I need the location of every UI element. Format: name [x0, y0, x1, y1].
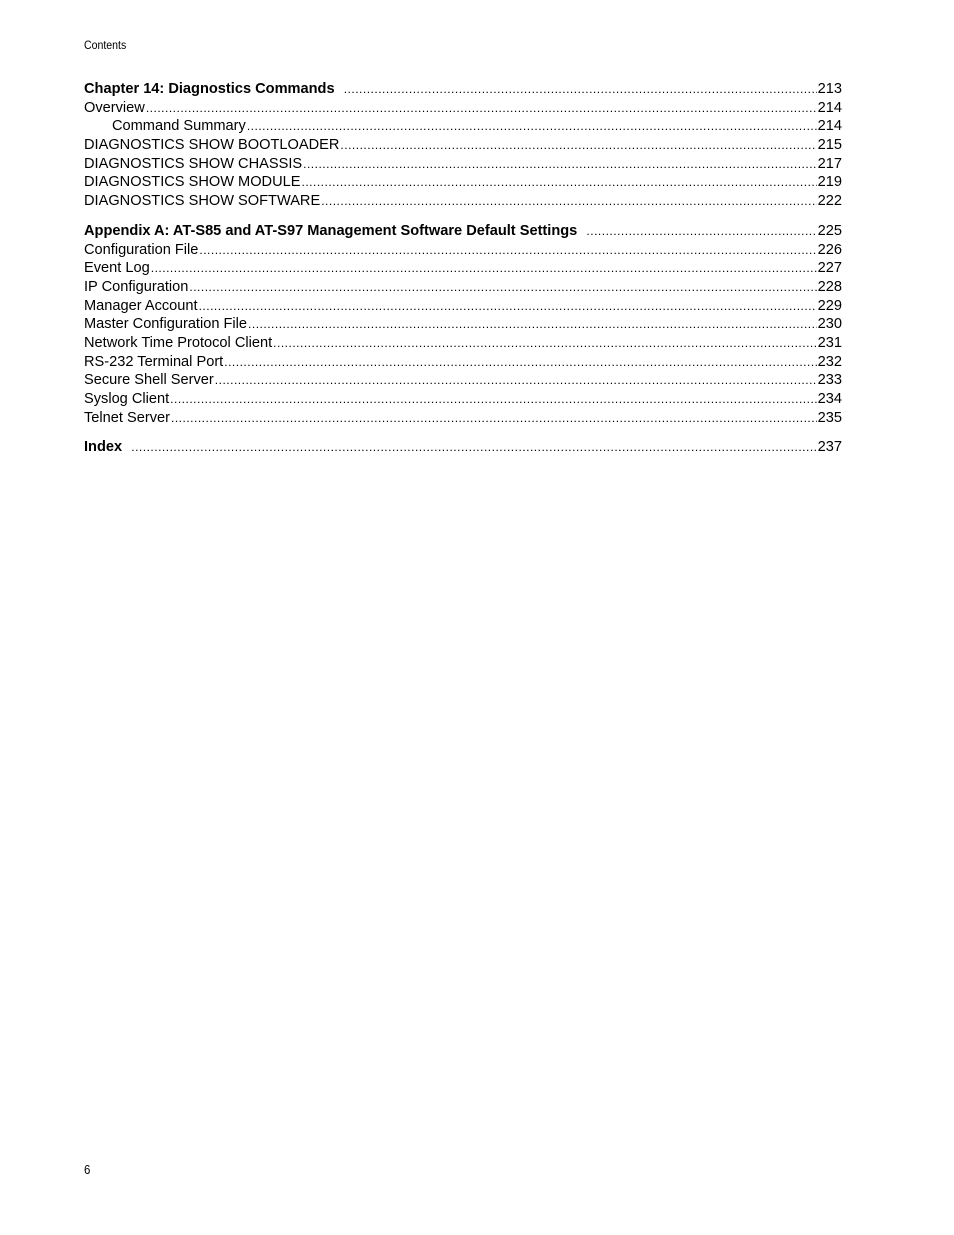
dot-leader [199, 241, 816, 260]
toc-entry-title: Command Summary [112, 118, 246, 135]
toc-entry[interactable] [84, 173, 842, 192]
toc-section [84, 222, 842, 428]
dot-leader [151, 259, 817, 278]
dot-leader [170, 390, 816, 409]
toc-entry[interactable] [84, 353, 842, 372]
running-header: Contents [84, 38, 127, 52]
toc-entry-title: Network Time Protocol Client [84, 334, 273, 351]
toc-entry-page: 234 [817, 391, 842, 407]
toc-entry-page: 233 [817, 372, 842, 389]
toc-entry-page: 217 [817, 155, 842, 172]
toc-entry-page: 215 [817, 137, 842, 154]
toc-entry-page: 237 [817, 439, 842, 456]
toc-entry-title: Telnet Server [84, 409, 170, 426]
toc-entry-title: Master Configuration File [84, 316, 248, 333]
dot-leader [303, 155, 817, 174]
toc-entry-page: 231 [817, 334, 842, 351]
toc-entry-title: Configuration File [84, 241, 199, 258]
dot-leader [344, 80, 817, 99]
toc-entry-page: 222 [817, 193, 842, 210]
toc-entry[interactable] [84, 99, 842, 118]
toc-entry[interactable] [84, 192, 842, 211]
dot-leader [586, 222, 816, 241]
dot-leader [224, 353, 816, 372]
toc-heading-entry[interactable] [84, 438, 842, 457]
dot-leader [189, 278, 816, 297]
toc-entry-title: DIAGNOSTICS SHOW BOOTLOADER [84, 137, 340, 154]
toc-entry[interactable] [84, 278, 842, 297]
toc-entry[interactable] [84, 297, 842, 316]
toc-entry[interactable] [84, 117, 842, 136]
toc-entry[interactable] [84, 371, 842, 390]
dot-leader [248, 315, 817, 334]
toc-entry-page: 214 [817, 99, 842, 116]
dot-leader [273, 334, 816, 353]
toc-entry[interactable] [84, 315, 842, 334]
toc-entry[interactable] [84, 334, 842, 353]
toc-entry-title: DIAGNOSTICS SHOW CHASSIS [84, 155, 303, 172]
toc-entry-page: 214 [817, 118, 842, 135]
dot-leader [215, 371, 817, 390]
toc-entry-page: 229 [817, 297, 842, 314]
dot-leader [171, 409, 817, 428]
toc-entry-page: 228 [817, 278, 842, 295]
toc-entry[interactable] [84, 390, 842, 409]
toc-entry-page: 235 [817, 409, 842, 426]
toc-entry-page: 213 [817, 81, 842, 97]
toc-heading-entry[interactable] [84, 80, 842, 99]
dot-leader [131, 438, 816, 457]
toc-entry-title: Overview [84, 99, 145, 116]
toc-entry-title: DIAGNOSTICS SHOW SOFTWARE [84, 193, 321, 210]
dot-leader [199, 297, 817, 316]
toc-entry[interactable] [84, 136, 842, 155]
toc-entry-page: 230 [817, 316, 842, 333]
toc-entry[interactable] [84, 259, 842, 278]
toc-entry-title: DIAGNOSTICS SHOW MODULE [84, 174, 301, 191]
dot-leader [247, 117, 817, 136]
page-number: 6 [84, 1162, 91, 1177]
toc-entry-page: 225 [817, 222, 842, 239]
toc-entry-title: Chapter 14: Diagnostics Commands [84, 81, 335, 97]
dot-leader [146, 99, 817, 118]
toc-entry[interactable] [84, 155, 842, 174]
toc-entry-page: 226 [817, 241, 842, 258]
toc-entry-title: Index [84, 439, 123, 456]
toc-entry-title: Syslog Client [84, 391, 170, 407]
table-of-contents [84, 80, 842, 468]
toc-entry-title: RS-232 Terminal Port [84, 353, 224, 370]
toc-heading-entry[interactable] [84, 222, 842, 241]
toc-entry-title: Secure Shell Server [84, 372, 214, 389]
toc-entry-page: 219 [817, 174, 842, 191]
dot-leader [321, 192, 816, 211]
toc-entry-page: 232 [817, 353, 842, 370]
toc-entry-title: Manager Account [84, 297, 198, 314]
toc-entry-title: Appendix A: AT-S85 and AT-S97 Management Software Default Settings [84, 222, 578, 239]
toc-section [84, 80, 842, 211]
toc-entry-title: Event Log [84, 260, 150, 277]
dot-leader [340, 136, 816, 155]
toc-entry-title: IP Configuration [84, 278, 189, 295]
toc-entry[interactable] [84, 241, 842, 260]
toc-section [84, 438, 842, 457]
toc-entry-page: 227 [817, 260, 842, 277]
dot-leader [302, 173, 817, 192]
toc-entry[interactable] [84, 409, 842, 428]
